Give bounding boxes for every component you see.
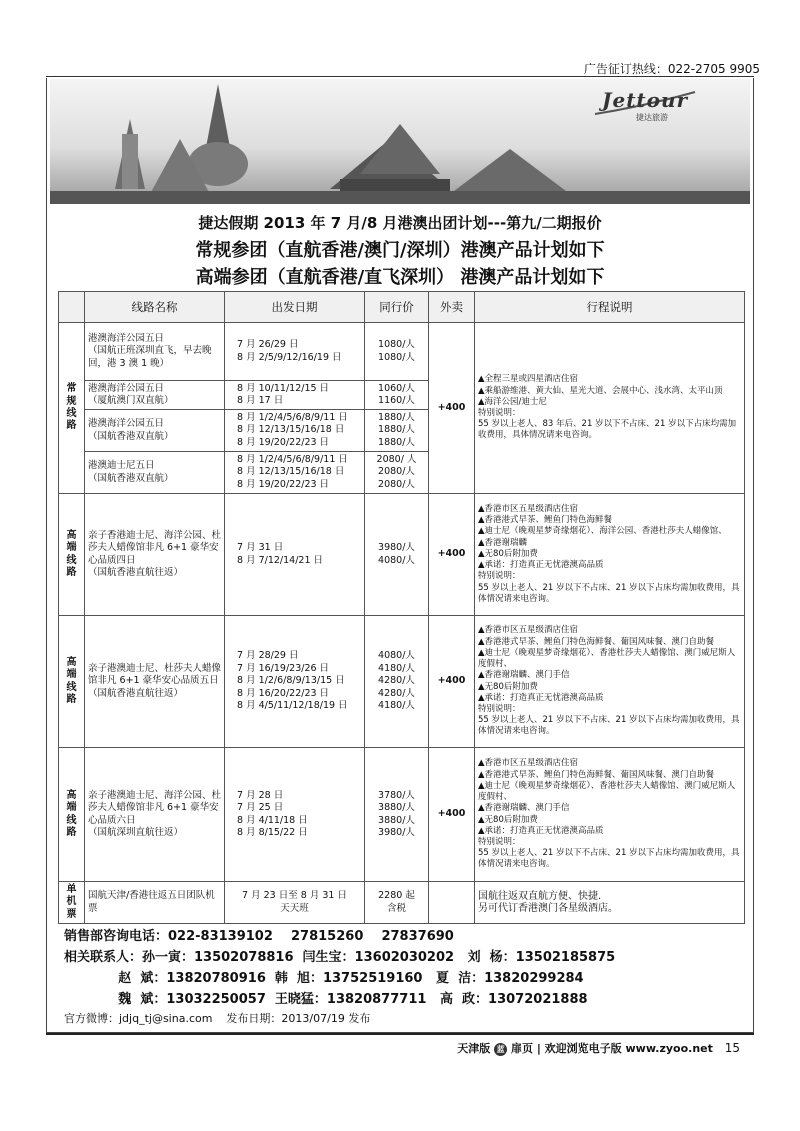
category-regular: 常 规 线 路 [59,323,85,494]
table-row [59,494,745,616]
page-footer [420,1040,740,1056]
itinerary-notes: ▲香港市区五星级酒店住宿 ▲香港港式早茶、鲤鱼门特色海鲜餐、葡国风味餐、澳门自助餐 ▲迪士尼（晚观星梦奇缘烟花）、香港杜莎夫人蜡像馆、澳门威尼斯人度假村、 ▲香港谢瑞麟、澳门手信 ▲无80后附加费 ▲承诺：打造真正无忧港澳高品质 特别说明： 55 岁以上老人、21 岁以下不占床、21 岁以下占床均需加收费用，具体情况请来电咨询。 [475,616,745,748]
bottom-rule [46,1033,754,1035]
main-title: 捷达假期 2013 年 7 月/8 月港澳出团计划---第九/二期报价 [198,214,602,232]
header-price: 同行价 [365,292,429,323]
route-name: 港澳海洋公园五日 （国航香港双直航） [85,410,225,452]
trade-price: 2280 起 含税 [365,882,429,924]
retail-markup: +400 [429,323,475,494]
category-air-ticket: 单 机 票 [59,882,85,924]
departure-dates: 7 月 28 日 7 月 25 日 8 月 4/11/18 日 8 月 8/15/22 日 [225,748,365,882]
footer-nav-link[interactable]: 扉页 | 欢迎浏览电子版 www.zyoo.net [510,1042,713,1055]
logo-subtitle: 捷达旅游 [636,113,668,122]
departure-dates: 7 月 26/29 日 8 月 2/5/9/12/16/19 日 [225,323,365,381]
itinerary-notes: 国航往返双直航方便、快捷. 另可代订香港澳门各星级酒店。 [475,882,745,924]
sales-phone-line: 销售部咨询电话：022-83139102 27815260 27837690 [64,929,454,944]
itinerary-notes: ▲全程三星或四星酒店住宿 ▲乘船游维港、黄大仙、星光大道、会展中心、浅水湾、太平山顶 ▲海洋公园/迪士尼 特别说明： 55 岁以上老人、83 年后、21 岁以下不占床、21 岁以下占床均需加收费用，具体情况请来电咨询。 [475,323,745,494]
route-name: 港澳海洋公园五日 （国航正班深圳直飞，早去晚回，港 3 澳 1 晚） [85,323,225,381]
trade-price: 1080/人 1080/人 [365,323,429,381]
route-name: 亲子香港迪士尼、海洋公园、杜莎夫人蜡像馆非凡 6+1 豪华安心品质四日 （国航香港直航往返） [85,494,225,616]
itinerary-notes: ▲香港市区五星级酒店住宿 ▲香港港式早茶、鲤鱼门特色海鲜餐、葡国风味餐、澳门自助餐 ▲迪士尼（晚观星梦奇缘烟花）、香港杜莎夫人蜡像馆、澳门威尼斯人度假村、 ▲香港谢瑞麟、澳门手信 ▲无80后附加费 ▲承诺：打造真正无忧港澳高品质 特别说明： 55 岁以上老人、21 岁以下不占床、21 岁以下占床均需加收费用，具体情况请来电咨询。 [475,748,745,882]
header-sell: 外卖 [429,292,475,323]
route-name: 港澳迪士尼五日 （国航香港双直航） [85,452,225,494]
subtitle-premium: 高端参团（直航香港/直飞深圳） 港澳产品计划如下 [195,267,605,288]
category-premium: 高 端 线 路 [59,748,85,882]
route-name: 亲子港澳迪士尼、海洋公园、杜莎夫人蜡像馆非凡 6+1 豪华安心品质六日 （国航深圳直航往返） [85,748,225,882]
route-name: 亲子港澳迪士尼、杜莎夫人蜡像馆非凡 6+1 豪华安心品质五日 （国航香港直航往返） [85,616,225,748]
page-number: 15 [724,1041,740,1055]
trade-price: 3780/人 3880/人 3880/人 3980/人 [365,748,429,882]
route-name: 港澳海洋公园五日 （厦航澳门双直航） [85,381,225,410]
category-premium: 高 端 线 路 [59,494,85,616]
departure-dates: 8 月 1/2/4/5/6/8/9/11 日 8 月 12/13/15/16/18 日 8 月 19/20/22/23 日 [225,410,365,452]
edition-label: 天津版 [457,1042,491,1055]
trade-price: 1060/人 1160/人 [365,381,429,410]
table-header-row [59,292,745,323]
table-row [59,323,745,381]
table-row [59,882,745,924]
header-itinerary: 行程说明 [475,292,745,323]
header-blank [59,292,85,323]
retail-markup [429,882,475,924]
departure-dates: 7 月 31 日 8 月 7/12/14/21 日 [225,494,365,616]
departure-dates: 8 月 10/11/12/15 日 8 月 17 日 [225,381,365,410]
ad-hotline: 广告征订热线：022-2705 9905 [583,62,760,76]
contacts-line-3: 魏 斌：13032250057 王晓猛：13820877711 高 政：13072021888 [64,992,588,1007]
retail-markup: +400 [429,494,475,616]
header-route: 线路名称 [85,292,225,323]
category-premium: 高 端 线 路 [59,616,85,748]
route-name: 国航天津/香港往返五日团队机票 [85,882,225,924]
trade-price: 2080/ 人 2080/人 2080/人 [365,452,429,494]
weibo-and-date: 官方微博：jdjq_tj@sina.com 发布日期：2013/07/19 发布 [64,1012,371,1025]
edition-logo-icon: 蓝 [494,1043,507,1056]
trade-price: 4080/人 4180/人 4280/人 4280/人 4180/人 [365,616,429,748]
departure-dates: 7 月 23 日至 8 月 31 日 天天班 [225,882,365,924]
contacts-line-1: 相关联系人：孙一寅：13502078816 闫生宝：13602030202 刘 杨：13502185875 [64,950,616,965]
logo-name: Jettour [602,88,689,112]
trade-price: 3980/人 4080/人 [365,494,429,616]
itinerary-notes: ▲香港市区五星级酒店住宿 ▲香港港式早茶、鲤鱼门特色海鲜餐 ▲迪士尼（晚观星梦奇缘烟花）、海洋公园、香港杜莎夫人蜡像馆、 ▲香港谢瑞麟 ▲无80后附加费 ▲承诺：打造真正无忧港澳高品质 特别说明： 55 岁以上老人、21 岁以下不占床、21 岁以下占床均需加收费用，具体情况请来电咨询。 [475,494,745,616]
top-rule [46,76,754,77]
table-row [59,616,745,748]
table-row [59,748,745,882]
trade-price: 1880/人 1880/人 1880/人 [365,410,429,452]
retail-markup: +400 [429,748,475,882]
tour-schedule-table [58,291,745,924]
departure-dates: 8 月 1/2/4/5/6/8/9/11 日 8 月 12/13/15/16/18 日 8 月 19/20/22/23 日 [225,452,365,494]
contacts-line-2: 赵 斌：13820780916 韩 旭：13752519160 夏 洁：13820299284 [64,971,584,986]
header-dates: 出发日期 [225,292,365,323]
departure-dates: 7 月 28/29 日 7 月 16/19/23/26 日 8 月 1/2/6/8/9/13/15 日 8 月 16/20/22/23 日 8 月 4/5/11/12/18/19 日 [225,616,365,748]
jettour-logo [590,84,700,124]
retail-markup: +400 [429,616,475,748]
subtitle-regular: 常规参团（直航香港/澳门/深圳）港澳产品计划如下 [195,240,605,261]
